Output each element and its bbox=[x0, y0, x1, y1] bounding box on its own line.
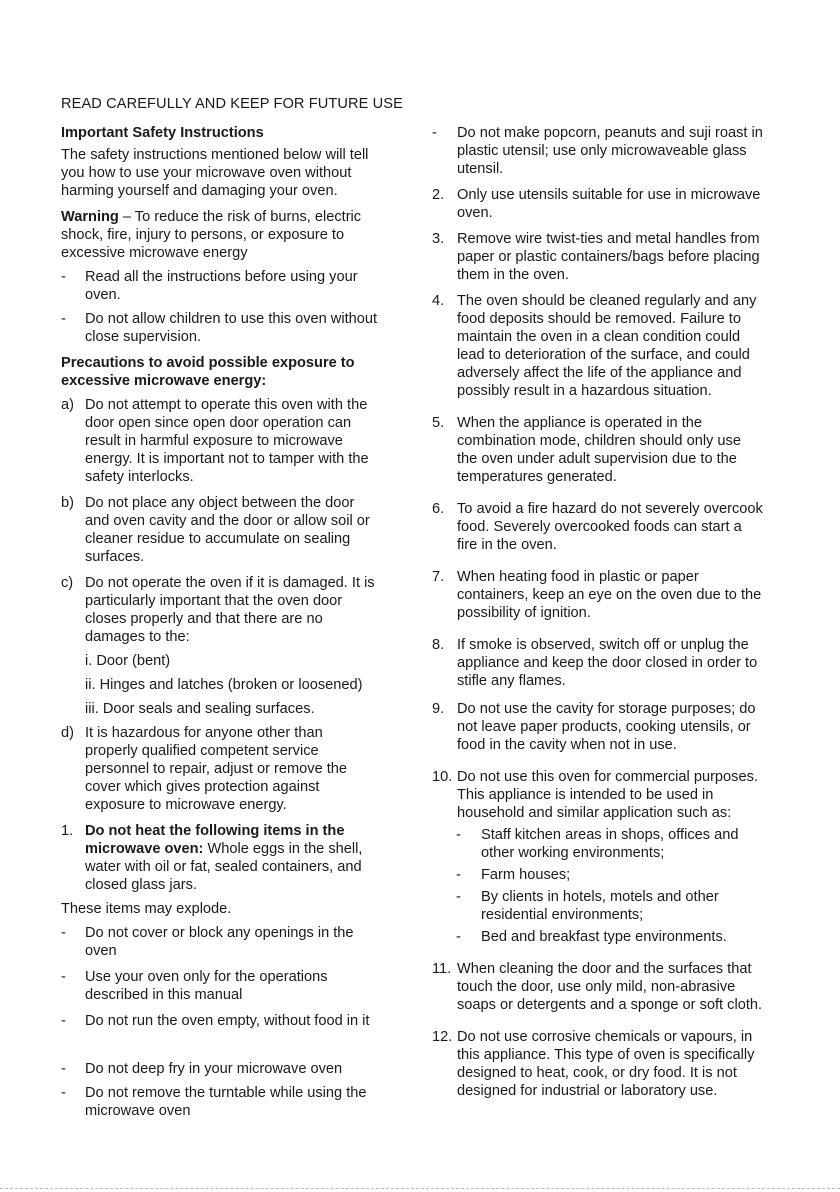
dash-marker: - bbox=[61, 1085, 66, 1101]
list-item-text: Do not cover or block any openings in the oven bbox=[85, 925, 354, 959]
dash-marker: - bbox=[432, 125, 437, 141]
list-item bbox=[61, 574, 379, 646]
list-item-text: The oven should be cleaned regularly and any food deposits should be removed. Failure to maintain the oven in a clean condition could lead to deterioration of the surface, and could adversely affect the life of the appliance and possibly result in a hazardous situation. bbox=[457, 293, 757, 399]
dash-marker: - bbox=[61, 1061, 66, 1077]
list-item-text: Do not use this oven for commercial purposes. This appliance is intended to be used in household and similar application such as: bbox=[457, 769, 758, 821]
left-column bbox=[61, 124, 379, 1120]
number-marker: 10. bbox=[432, 769, 453, 785]
sub-list-item-text: Farm houses; bbox=[481, 867, 571, 883]
number-marker: 4. bbox=[432, 293, 445, 309]
dash-marker: - bbox=[456, 867, 461, 883]
sub-list-item bbox=[432, 928, 764, 946]
number-marker: 2. bbox=[432, 187, 445, 203]
warning-label: Warning bbox=[61, 209, 119, 225]
list-item-text: When heating food in plastic or paper containers, keep an eye on the oven due to the possibility of ignition. bbox=[457, 569, 762, 621]
list-item bbox=[432, 230, 764, 284]
list-item bbox=[432, 1028, 764, 1100]
list-item-text: Do not place any object between the door and oven cavity and the door or allow soil or cleaner residue to accumulate on sealing surfaces. bbox=[85, 495, 370, 565]
number-marker: 8. bbox=[432, 637, 445, 653]
list-item bbox=[432, 636, 764, 690]
number-marker: 9. bbox=[432, 701, 445, 717]
list-item-bold: Do not heat the following items in the microwave oven: bbox=[85, 823, 345, 857]
alpha-marker: c) bbox=[61, 575, 74, 591]
intro-paragraph: The safety instructions mentioned below will tell you how to use your microwave oven without harming yourself and damaging your oven. bbox=[61, 147, 369, 199]
list-item bbox=[61, 1084, 379, 1120]
section-title: Important Safety Instructions bbox=[61, 125, 264, 141]
list-item-text: Do not attempt to operate this oven with the door open since open door operation can result in harmful exposure to microwave energy. It is important not to tamper with the safety interlocks. bbox=[85, 397, 369, 485]
list-item bbox=[432, 700, 764, 754]
list-item-text: When the appliance is operated in the combination mode, children should only use the oven under adult supervision due to the temperatures generated. bbox=[457, 415, 741, 485]
list-item-text: Use your oven only for the operations described in this manual bbox=[85, 969, 328, 1003]
list-item bbox=[61, 822, 379, 894]
list-item bbox=[432, 768, 764, 822]
dash-marker: - bbox=[61, 969, 66, 985]
alpha-marker: d) bbox=[61, 725, 74, 741]
list-item bbox=[61, 1060, 379, 1078]
list-item bbox=[432, 124, 764, 178]
list-item-text: Remove wire twist-ties and metal handles from paper or plastic containers/bags before placing them in the oven. bbox=[457, 231, 760, 283]
page-bottom-rule bbox=[0, 1188, 840, 1189]
dash-marker: - bbox=[456, 889, 461, 905]
sub-list-item-text: Staff kitchen areas in shops, offices and other working environments; bbox=[481, 827, 739, 861]
list-item-text: If smoke is observed, switch off or unplug the appliance and keep the door closed in order to stifle any flames. bbox=[457, 637, 758, 689]
list-item-text: Do not use corrosive chemicals or vapours, in this appliance. This type of oven is specifically designed to heat, cook, or dry food. It is not designed for industrial or laboratory use. bbox=[457, 1029, 755, 1099]
list-item bbox=[61, 968, 379, 1004]
dash-marker: - bbox=[61, 925, 66, 941]
list-item bbox=[61, 724, 379, 814]
number-marker: 6. bbox=[432, 501, 445, 517]
dash-marker: - bbox=[456, 929, 461, 945]
list-item bbox=[432, 960, 764, 1014]
right-column bbox=[432, 124, 764, 1100]
list-item bbox=[61, 494, 379, 566]
page-header: READ CAREFULLY AND KEEP FOR FUTURE USE bbox=[61, 96, 403, 112]
number-marker: 7. bbox=[432, 569, 445, 585]
dash-marker: - bbox=[61, 1013, 66, 1029]
list-item-text: Do not remove the turntable while using the microwave oven bbox=[85, 1085, 367, 1119]
list-item bbox=[61, 268, 379, 304]
warning-text: – To reduce the risk of burns, electric shock, fire, injury to persons, or exposure to excessive microwave energy bbox=[61, 209, 362, 261]
number-marker: 11. bbox=[432, 961, 452, 977]
list-item bbox=[61, 310, 379, 346]
explode-note: These items may explode. bbox=[61, 901, 232, 917]
list-item-text: Read all the instructions before using your oven. bbox=[85, 269, 358, 303]
list-item bbox=[432, 186, 764, 222]
sub-list-item bbox=[432, 866, 764, 884]
dash-marker: - bbox=[61, 311, 66, 327]
sub-list-item-text: Bed and breakfast type environments. bbox=[481, 929, 727, 945]
dash-marker: - bbox=[456, 827, 461, 843]
list-item bbox=[432, 292, 764, 400]
sub-list-item bbox=[432, 826, 764, 862]
list-item bbox=[61, 1012, 379, 1030]
list-item-text: Do not use the cavity for storage purposes; do not leave paper products, cooking utensils, or food in the cavity when not in use. bbox=[457, 701, 756, 753]
list-item bbox=[432, 414, 764, 486]
list-item-text: To avoid a fire hazard do not severely overcook food. Severely overcooked foods can start a fire in the oven. bbox=[457, 501, 763, 553]
alpha-marker: b) bbox=[61, 495, 74, 511]
number-marker: 3. bbox=[432, 231, 445, 247]
number-marker: 1. bbox=[61, 823, 74, 839]
number-marker: 5. bbox=[432, 415, 445, 431]
dash-marker: - bbox=[61, 269, 66, 285]
list-item bbox=[61, 924, 379, 960]
list-item bbox=[432, 568, 764, 622]
alpha-marker: a) bbox=[61, 397, 74, 413]
list-item-text: Do not run the oven empty, without food in it bbox=[85, 1013, 370, 1029]
list-item-text: Do not operate the oven if it is damaged. It is particularly important that the oven door closes properly and that there are no damages to the: bbox=[85, 575, 375, 645]
precautions-title: Precautions to avoid possible exposure to excessive microwave energy: bbox=[61, 355, 355, 389]
sub-list-item bbox=[432, 888, 764, 924]
warning-paragraph bbox=[61, 208, 379, 262]
list-item bbox=[61, 396, 379, 486]
list-item-text: Whole eggs in the shell, water with oil or fat, sealed containers, and closed glass jars. bbox=[85, 841, 363, 893]
list-item-text: Do not allow children to use this oven without close supervision. bbox=[85, 311, 378, 345]
list-item-text: Do not deep fry in your microwave oven bbox=[85, 1061, 343, 1077]
list-item-text: When cleaning the door and the surfaces that touch the door, use only mild, non-abrasive soaps or detergents and a sponge or soft cloth. bbox=[457, 961, 763, 1013]
list-item-text: It is hazardous for anyone other than properly qualified competent service personnel to repair, adjust or remove the cover which gives protection against exposure to microwave energy. bbox=[85, 725, 348, 813]
sub-item: i. Door (bent) bbox=[85, 653, 171, 669]
sub-list-item-text: By clients in hotels, motels and other residential environments; bbox=[481, 889, 719, 923]
list-item-text: Only use utensils suitable for use in microwave oven. bbox=[457, 187, 761, 221]
number-marker: 12. bbox=[432, 1029, 453, 1045]
sub-item: ii. Hinges and latches (broken or loosened) bbox=[85, 677, 363, 693]
list-item-text: Do not make popcorn, peanuts and suji roast in plastic utensil; use only microwaveable glass utensil. bbox=[457, 125, 763, 177]
list-item bbox=[432, 500, 764, 554]
sub-item: iii. Door seals and sealing surfaces. bbox=[85, 701, 315, 717]
